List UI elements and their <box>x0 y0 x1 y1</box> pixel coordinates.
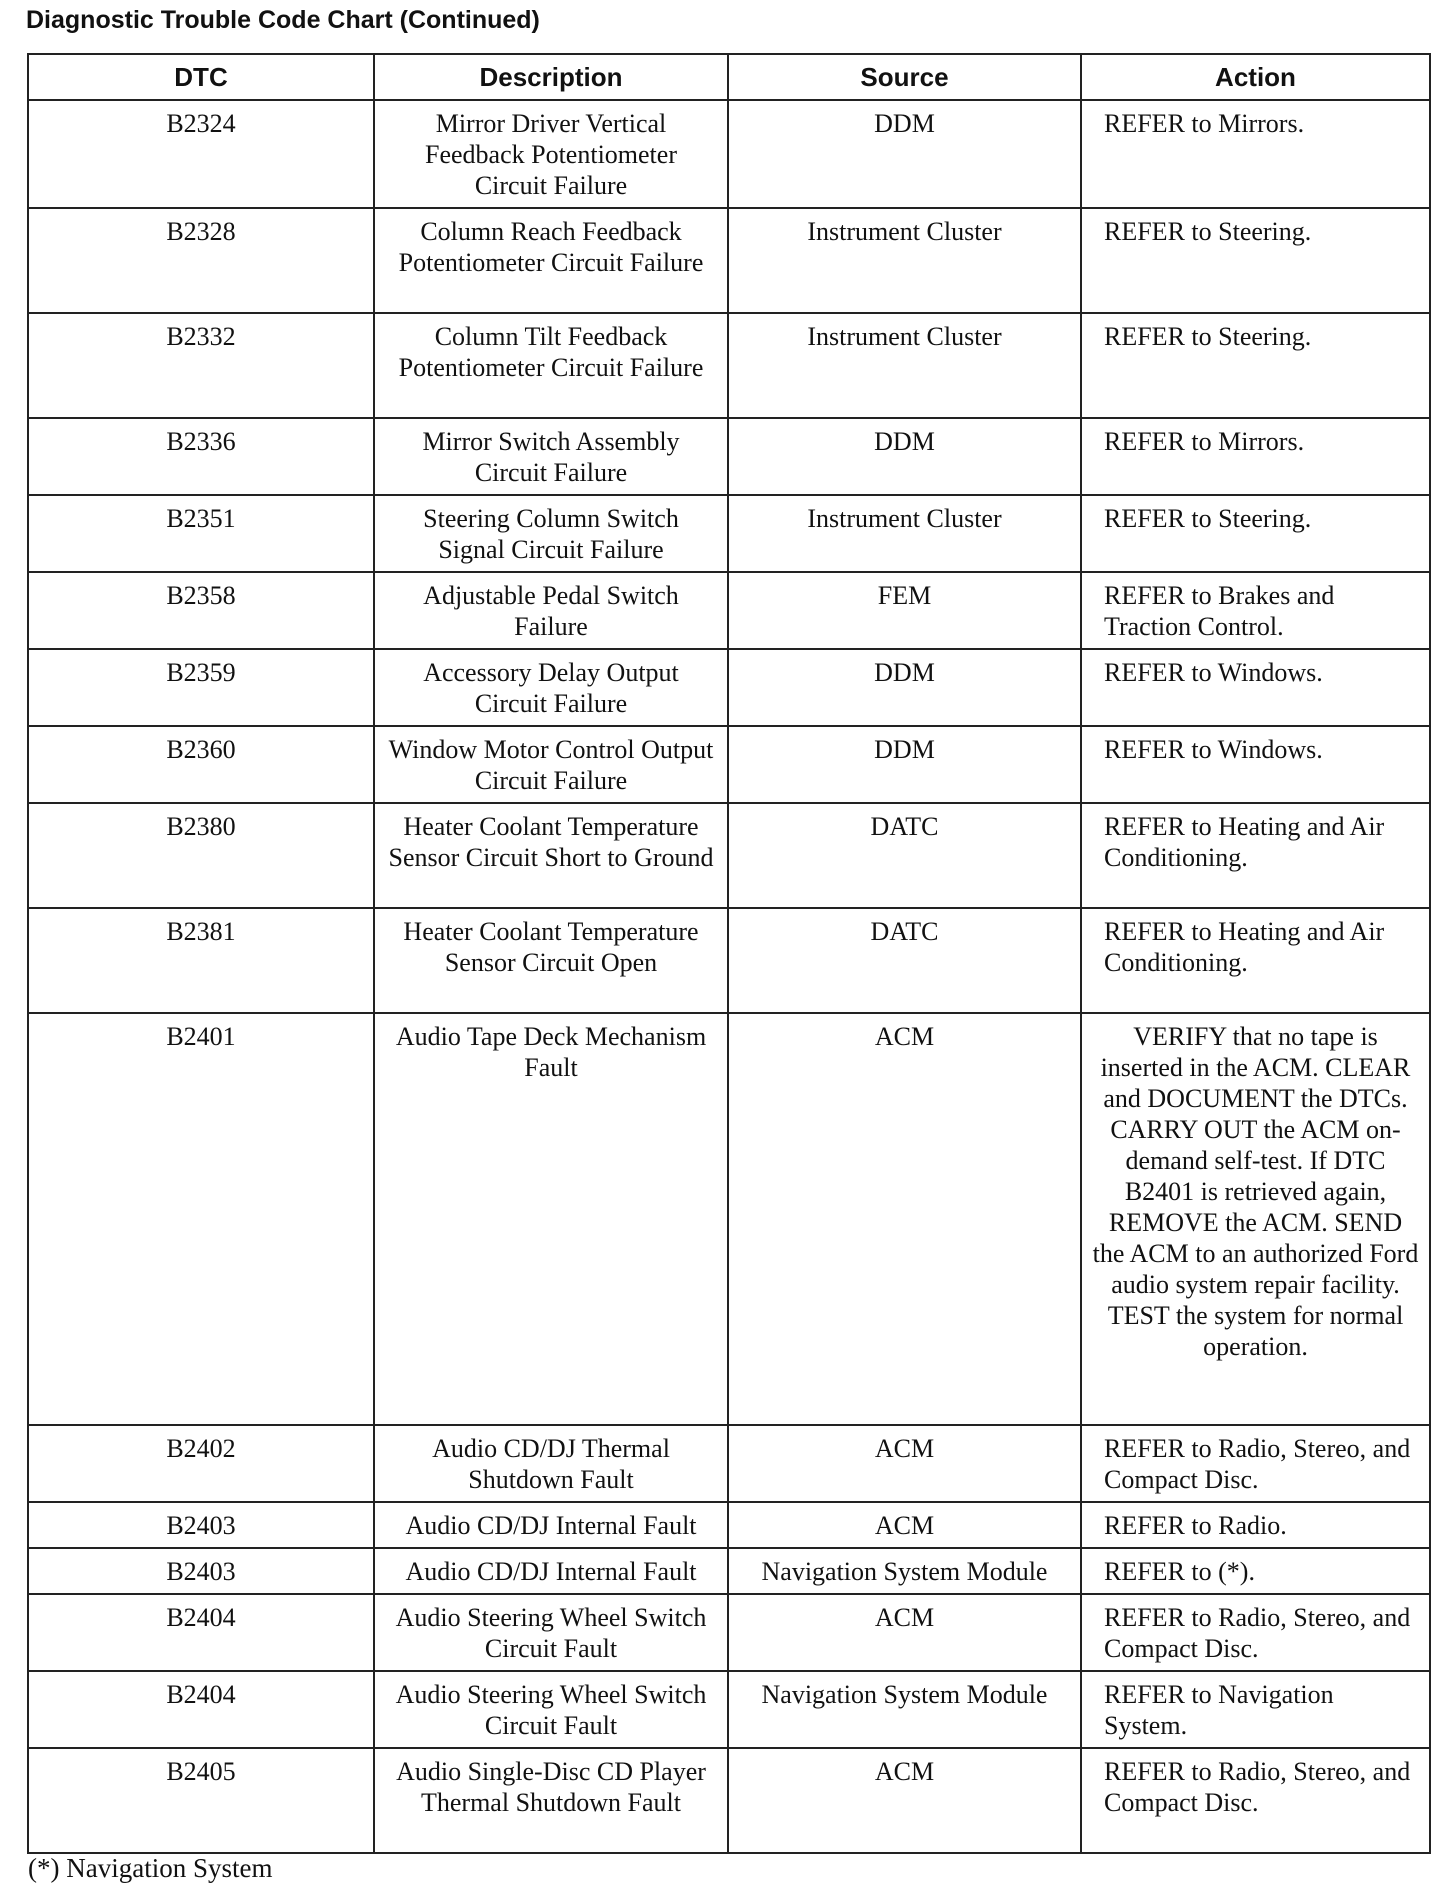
cell-description: Audio CD/DJ Internal Fault <box>374 1548 728 1594</box>
cell-action: REFER to Radio, Stereo, and Compact Disc. <box>1081 1594 1430 1671</box>
header-description: Description <box>374 54 728 100</box>
cell-description: Audio Tape Deck Mechanism Fault <box>374 1013 728 1425</box>
cell-description: Mirror Switch Assembly Circuit Failure <box>374 418 728 495</box>
table-row <box>28 649 1430 726</box>
cell-dtc: B2328 <box>28 208 374 313</box>
cell-description: Steering Column Switch Signal Circuit Failure <box>374 495 728 572</box>
cell-source: ACM <box>728 1502 1081 1548</box>
cell-dtc: B2404 <box>28 1671 374 1748</box>
footnote: (*) Navigation System <box>28 1853 273 1883</box>
table-row <box>28 803 1430 908</box>
cell-source: Navigation System Module <box>728 1548 1081 1594</box>
cell-dtc: B2359 <box>28 649 374 726</box>
table-row <box>28 313 1430 418</box>
cell-action: VERIFY that no tape is inserted in the ACM. CLEAR and DOCUMENT the DTCs. CARRY OUT the ACM on-demand self-test. If DTC B2401 is retrieved again, REMOVE the ACM. SEND the ACM to an authorized Ford audio system repair facility. TEST the system for normal operation. <box>1081 1013 1430 1425</box>
cell-source: DATC <box>728 803 1081 908</box>
cell-action: REFER to Mirrors. <box>1081 100 1430 208</box>
cell-source: Instrument Cluster <box>728 495 1081 572</box>
cell-source: DDM <box>728 726 1081 803</box>
header-source: Source <box>728 54 1081 100</box>
cell-dtc: B2403 <box>28 1502 374 1548</box>
cell-description: Audio Steering Wheel Switch Circuit Fault <box>374 1594 728 1671</box>
cell-action: REFER to (*). <box>1081 1548 1430 1594</box>
table-row <box>28 572 1430 649</box>
cell-action: REFER to Heating and Air Conditioning. <box>1081 803 1430 908</box>
cell-description: Audio CD/DJ Internal Fault <box>374 1502 728 1548</box>
table-header-row <box>28 54 1430 100</box>
cell-action: REFER to Windows. <box>1081 649 1430 726</box>
cell-description: Column Tilt Feedback Potentiometer Circuit Failure <box>374 313 728 418</box>
cell-source: DDM <box>728 100 1081 208</box>
page-title: Diagnostic Trouble Code Chart (Continued) <box>26 6 540 34</box>
cell-description: Audio Single-Disc CD Player Thermal Shutdown Fault <box>374 1748 728 1853</box>
cell-dtc: B2402 <box>28 1425 374 1502</box>
cell-action: REFER to Steering. <box>1081 208 1430 313</box>
cell-action: REFER to Radio. <box>1081 1502 1430 1548</box>
cell-description: Heater Coolant Temperature Sensor Circuit Short to Ground <box>374 803 728 908</box>
table-row <box>28 1548 1430 1594</box>
cell-description: Audio Steering Wheel Switch Circuit Fault <box>374 1671 728 1748</box>
cell-dtc: B2404 <box>28 1594 374 1671</box>
table-row <box>28 1013 1430 1425</box>
cell-dtc: B2332 <box>28 313 374 418</box>
cell-source: ACM <box>728 1013 1081 1425</box>
table-row <box>28 1594 1430 1671</box>
cell-dtc: B2403 <box>28 1548 374 1594</box>
cell-action: REFER to Brakes and Traction Control. <box>1081 572 1430 649</box>
cell-dtc: B2351 <box>28 495 374 572</box>
table-row <box>28 1748 1430 1853</box>
cell-dtc: B2324 <box>28 100 374 208</box>
table-row <box>28 908 1430 1013</box>
cell-action: REFER to Heating and Air Conditioning. <box>1081 908 1430 1013</box>
table-row <box>28 100 1430 208</box>
cell-source: DATC <box>728 908 1081 1013</box>
cell-source: DDM <box>728 418 1081 495</box>
cell-description: Accessory Delay Output Circuit Failure <box>374 649 728 726</box>
cell-description: Column Reach Feedback Potentiometer Circuit Failure <box>374 208 728 313</box>
cell-source: Instrument Cluster <box>728 208 1081 313</box>
cell-action: REFER to Steering. <box>1081 495 1430 572</box>
table-row <box>28 726 1430 803</box>
cell-source: FEM <box>728 572 1081 649</box>
cell-action: REFER to Radio, Stereo, and Compact Disc. <box>1081 1748 1430 1853</box>
cell-description: Audio CD/DJ Thermal Shutdown Fault <box>374 1425 728 1502</box>
header-dtc: DTC <box>28 54 374 100</box>
cell-description: Adjustable Pedal Switch Failure <box>374 572 728 649</box>
table-row <box>28 208 1430 313</box>
cell-action: REFER to Mirrors. <box>1081 418 1430 495</box>
cell-source: Instrument Cluster <box>728 313 1081 418</box>
cell-source: ACM <box>728 1748 1081 1853</box>
table-row <box>28 495 1430 572</box>
table-row <box>28 1502 1430 1548</box>
cell-source: Navigation System Module <box>728 1671 1081 1748</box>
cell-action: REFER to Navigation System. <box>1081 1671 1430 1748</box>
cell-dtc: B2358 <box>28 572 374 649</box>
cell-description: Window Motor Control Output Circuit Failure <box>374 726 728 803</box>
table-row <box>28 1671 1430 1748</box>
dtc-table <box>27 53 1431 1854</box>
cell-source: ACM <box>728 1594 1081 1671</box>
cell-action: REFER to Steering. <box>1081 313 1430 418</box>
cell-description: Mirror Driver Vertical Feedback Potentiometer Circuit Failure <box>374 100 728 208</box>
cell-source: DDM <box>728 649 1081 726</box>
cell-dtc: B2401 <box>28 1013 374 1425</box>
cell-dtc: B2380 <box>28 803 374 908</box>
cell-dtc: B2360 <box>28 726 374 803</box>
cell-dtc: B2381 <box>28 908 374 1013</box>
table-row <box>28 1425 1430 1502</box>
header-action: Action <box>1081 54 1430 100</box>
cell-source: ACM <box>728 1425 1081 1502</box>
cell-dtc: B2336 <box>28 418 374 495</box>
cell-action: REFER to Windows. <box>1081 726 1430 803</box>
cell-dtc: B2405 <box>28 1748 374 1853</box>
cell-description: Heater Coolant Temperature Sensor Circuit Open <box>374 908 728 1013</box>
cell-action: REFER to Radio, Stereo, and Compact Disc. <box>1081 1425 1430 1502</box>
table-row <box>28 418 1430 495</box>
